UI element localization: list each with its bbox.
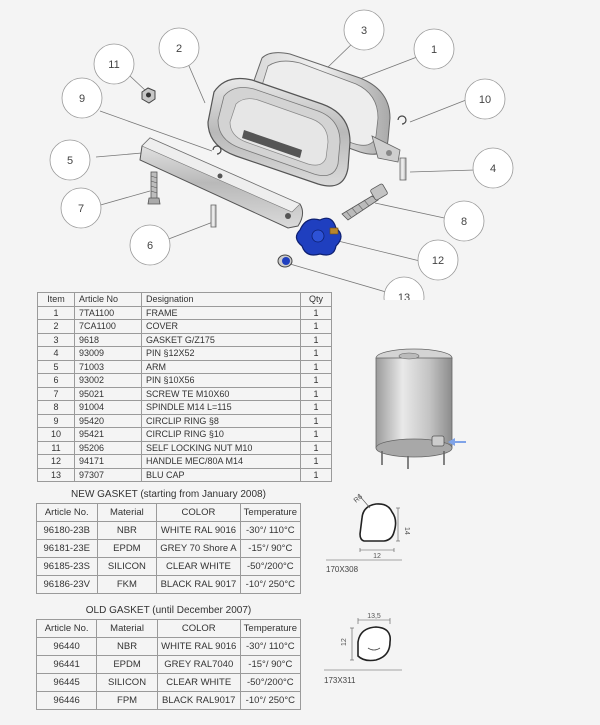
- cell-article: 95420: [75, 414, 142, 428]
- cell-designation: BLU CAP: [142, 468, 301, 482]
- cell-temperature: -50°/200°C: [240, 558, 300, 576]
- cell-article: 96186-23V: [37, 576, 98, 594]
- cell-article: 96441: [37, 656, 97, 674]
- cell-item: 4: [38, 347, 75, 361]
- cell-qty: 1: [301, 320, 332, 334]
- parts-row: [38, 374, 332, 388]
- new-gasket-table: [36, 485, 301, 594]
- header-temperature: Temperature: [240, 620, 300, 638]
- callout-8: [444, 201, 484, 241]
- callout-4-label: 4: [489, 163, 497, 175]
- new-gasket-profile: [322, 490, 422, 582]
- exploded-diagram: [0, 0, 600, 300]
- callout-10: [465, 79, 505, 119]
- callout-2: [159, 28, 199, 68]
- parts-row: [38, 320, 332, 334]
- callout-12-label: 12: [431, 255, 445, 267]
- cell-material: NBR: [97, 522, 157, 540]
- header-item: Item: [38, 293, 75, 307]
- header-temperature: Temperature: [240, 504, 300, 522]
- cell-item: 8: [38, 401, 75, 415]
- cell-designation: SPINDLE M14 L=115: [142, 401, 301, 415]
- cell-article: 91004: [75, 401, 142, 415]
- height-label: 14: [403, 527, 410, 535]
- old-gasket-profile: [322, 612, 422, 692]
- callout-6-label: 6: [146, 240, 154, 252]
- width-label: 12: [373, 553, 381, 560]
- cell-qty: 1: [301, 360, 332, 374]
- cell-designation: HANDLE MEC/80A M14: [142, 455, 301, 469]
- cell-qty: 1: [301, 441, 332, 455]
- cell-material: EPDM: [97, 656, 158, 674]
- callout-3-label: 3: [360, 25, 368, 37]
- callout-9: [62, 78, 102, 118]
- cell-qty: 1: [301, 333, 332, 347]
- nut-part: [142, 88, 155, 103]
- callout-6: [130, 225, 170, 265]
- cell-temperature: -50°/200°C: [240, 674, 300, 692]
- cell-article: 96440: [37, 638, 97, 656]
- callout-11-label: 11: [108, 59, 120, 71]
- cell-designation: SCREW TE M10X60: [142, 387, 301, 401]
- cell-temperature: -30°/ 110°C: [240, 522, 300, 540]
- cell-designation: PIN §12X52: [142, 347, 301, 361]
- tank-illustration: [360, 338, 480, 473]
- parts-row: [38, 455, 332, 469]
- cell-designation: GASKET G/Z175: [142, 333, 301, 347]
- cell-article: 9618: [75, 333, 142, 347]
- parts-row: [38, 333, 332, 347]
- tank-manhole: [432, 436, 444, 446]
- parts-row: [38, 468, 332, 482]
- cell-article: 96446: [37, 692, 97, 710]
- old-gasket-row: [37, 638, 301, 656]
- cell-qty: 1: [301, 414, 332, 428]
- cell-temperature: -15°/ 90°C: [240, 656, 300, 674]
- cell-color: CLEAR WHITE: [157, 674, 240, 692]
- cell-article: 96185-23S: [37, 558, 98, 576]
- cell-item: 9: [38, 414, 75, 428]
- cell-designation: COVER: [142, 320, 301, 334]
- parts-row: [38, 306, 332, 320]
- callout-12: [418, 240, 458, 280]
- cell-article: 95421: [75, 428, 142, 442]
- cell-material: FKM: [97, 576, 157, 594]
- callout-13-label: 13: [397, 292, 411, 300]
- old-gasket-table: [36, 601, 301, 710]
- cell-article: 94171: [75, 455, 142, 469]
- cell-color: GREY 70 Shore A: [157, 540, 240, 558]
- old-gasket-row: [37, 692, 301, 710]
- new-gasket-row: [37, 540, 301, 558]
- callout-7-label: 7: [77, 203, 85, 215]
- callout-8-label: 8: [460, 216, 468, 228]
- header-article: Article No: [75, 293, 142, 307]
- cell-designation: FRAME: [142, 306, 301, 320]
- spindle-part: [342, 183, 388, 220]
- size-label: 170X308: [326, 565, 359, 574]
- cell-material: NBR: [97, 638, 158, 656]
- blu-cap-part: [278, 255, 292, 267]
- callout-5-label: 5: [66, 155, 74, 167]
- cell-item: 5: [38, 360, 75, 374]
- cell-material: SILICON: [97, 674, 158, 692]
- new-gasket-row: [37, 558, 301, 576]
- cell-temperature: -10°/ 250°C: [240, 692, 300, 710]
- cell-color: BLACK RAL 9017: [157, 576, 240, 594]
- cell-article: 7CA1100: [75, 320, 142, 334]
- cell-designation: SELF LOCKING NUT M10: [142, 441, 301, 455]
- new-gasket-header: [37, 504, 301, 522]
- width-label: 13,5: [367, 613, 381, 620]
- cell-qty: 1: [301, 428, 332, 442]
- cell-article: 96445: [37, 674, 97, 692]
- parts-table-body: [38, 306, 332, 482]
- new-gasket-caption: NEW GASKET (starting from January 2008): [71, 488, 266, 500]
- cell-qty: 1: [301, 387, 332, 401]
- cell-material: SILICON: [97, 558, 157, 576]
- callout-1-label: 1: [430, 44, 438, 56]
- cell-item: 3: [38, 333, 75, 347]
- parts-row: [38, 347, 332, 361]
- cell-designation: PIN §10X56: [142, 374, 301, 388]
- cell-article: 71003: [75, 360, 142, 374]
- cell-temperature: -10°/ 250°C: [240, 576, 300, 594]
- header-article: Article No.: [37, 504, 98, 522]
- callout-2-label: 2: [175, 43, 183, 55]
- cell-item: 2: [38, 320, 75, 334]
- cell-item: 13: [38, 468, 75, 482]
- screw-part: [148, 172, 160, 204]
- callout-11: [94, 44, 134, 84]
- old-gasket-header: [37, 620, 301, 638]
- header-article: Article No.: [37, 620, 97, 638]
- cell-item: 11: [38, 441, 75, 455]
- size-label: 173X311: [324, 676, 356, 685]
- cell-color: CLEAR WHITE: [157, 558, 240, 576]
- cell-article: 93009: [75, 347, 142, 361]
- parts-row: [38, 401, 332, 415]
- old-gasket-row: [37, 674, 301, 692]
- cell-article: 95021: [75, 387, 142, 401]
- cell-color: BLACK RAL9017: [157, 692, 240, 710]
- cell-qty: 1: [301, 468, 332, 482]
- cell-item: 6: [38, 374, 75, 388]
- cell-article: 96181-23E: [37, 540, 98, 558]
- callout-5: [50, 140, 90, 180]
- cell-temperature: -30°/ 110°C: [240, 638, 300, 656]
- handle-part: [296, 218, 341, 255]
- old-gasket-row: [37, 656, 301, 674]
- cell-item: 10: [38, 428, 75, 442]
- cell-qty: 1: [301, 347, 332, 361]
- header-material: Material: [97, 504, 157, 522]
- cell-article: 96180-23B: [37, 522, 98, 540]
- height-label: 12: [341, 638, 348, 646]
- header-qty: Qty: [301, 293, 332, 307]
- new-gasket-body: [37, 522, 301, 594]
- cell-qty: 1: [301, 401, 332, 415]
- parts-table-header: [38, 293, 332, 307]
- cell-item: 12: [38, 455, 75, 469]
- parts-row: [38, 414, 332, 428]
- cell-article: 95206: [75, 441, 142, 455]
- old-gasket-caption: OLD GASKET (until December 2007): [85, 604, 252, 616]
- cell-qty: 1: [301, 455, 332, 469]
- callout-10-label: 10: [478, 94, 492, 106]
- cell-color: WHITE RAL 9016: [157, 638, 240, 656]
- parts-row: [38, 387, 332, 401]
- cell-temperature: -15°/ 90°C: [240, 540, 300, 558]
- parts-row: [38, 441, 332, 455]
- cell-designation: CIRCLIP RING §8: [142, 414, 301, 428]
- parts-row: [38, 428, 332, 442]
- cell-designation: ARM: [142, 360, 301, 374]
- cell-item: 1: [38, 306, 75, 320]
- callout-13: [384, 277, 424, 300]
- cell-qty: 1: [301, 374, 332, 388]
- header-color: COLOR: [157, 620, 240, 638]
- header-material: Material: [97, 620, 158, 638]
- cell-article: 97307: [75, 468, 142, 482]
- callout-3: [344, 10, 384, 50]
- cell-color: GREY RAL7040: [157, 656, 240, 674]
- cell-article: 93002: [75, 374, 142, 388]
- cell-color: WHITE RAL 9016: [157, 522, 240, 540]
- header-color: COLOR: [157, 504, 240, 522]
- parts-row: [38, 360, 332, 374]
- callout-9-label: 9: [78, 93, 86, 105]
- callout-7: [61, 188, 101, 228]
- callout-1: [414, 29, 454, 69]
- parts-table: [37, 292, 332, 482]
- cell-article: 7TA1100: [75, 306, 142, 320]
- new-gasket-row: [37, 522, 301, 540]
- old-gasket-body: [37, 638, 301, 710]
- cell-material: FPM: [97, 692, 158, 710]
- cell-material: EPDM: [97, 540, 157, 558]
- header-designation: Designation: [142, 293, 301, 307]
- cell-item: 7: [38, 387, 75, 401]
- new-gasket-row: [37, 576, 301, 594]
- callout-4: [473, 148, 513, 188]
- cell-designation: CIRCLIP RING §10: [142, 428, 301, 442]
- radius-label: R6: [352, 493, 365, 505]
- cell-qty: 1: [301, 306, 332, 320]
